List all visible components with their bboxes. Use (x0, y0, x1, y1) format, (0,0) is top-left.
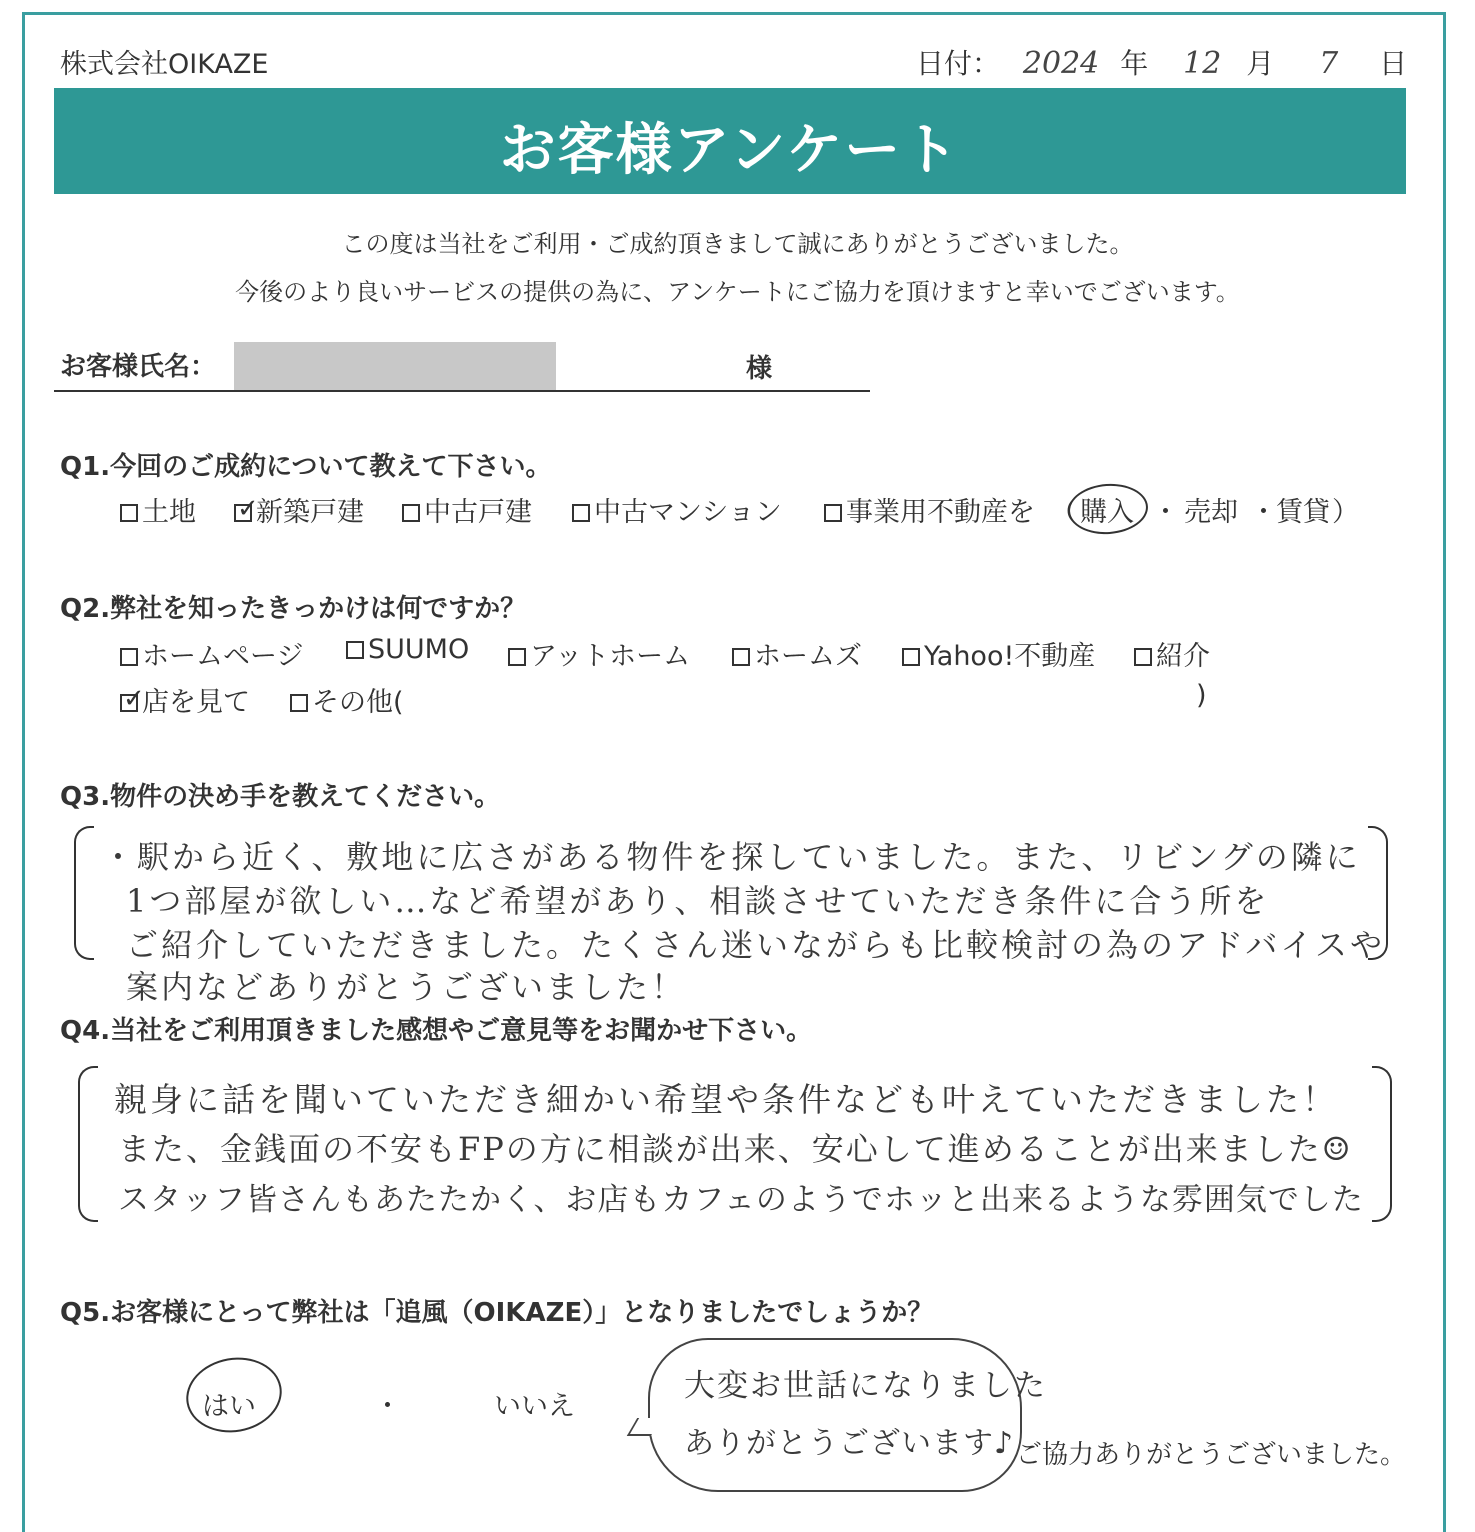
company-name: 株式会社OIKAZE (60, 49, 269, 80)
checkbox[interactable] (732, 648, 750, 666)
q4-bracket-left (78, 1066, 98, 1222)
q4-answer-line-2: また、金銭面の不安もFPの方に相談が出来、安心して進めることが出来ました☺ (118, 1130, 1353, 1168)
q2-question: Q2.弊社を知ったきっかけは何ですか？ (60, 594, 527, 624)
q2-option-other[interactable]: その他( (290, 680, 404, 719)
customer-name-redaction (234, 342, 556, 390)
q1-option-used-house[interactable]: 中古戸建 (402, 490, 532, 529)
q1-option-business[interactable]: 事業用不動産を (824, 490, 1035, 529)
q2-option-suumo[interactable]: SUUMO (346, 634, 469, 665)
q2-option-yahoo[interactable]: Yahoo!不動産 (902, 634, 1095, 673)
customer-name-label: お客様氏名： (60, 352, 217, 382)
checkbox[interactable] (346, 641, 364, 659)
checkbox[interactable] (1134, 648, 1152, 666)
checkbox[interactable] (902, 648, 920, 666)
footer-thanks: ご協力ありがとうございました。 (1016, 1440, 1407, 1470)
customer-name-suffix: 様 (746, 354, 773, 384)
q5-question: Q5.お客様にとって弊社は「追風（OIKAZE）」となりましたでしょうか？ (60, 1298, 934, 1328)
checkbox[interactable] (402, 504, 420, 522)
date-month: 12 (1183, 46, 1222, 81)
q2-option-athome[interactable]: アットホーム (508, 634, 690, 673)
date-label: 日付： (916, 47, 1001, 80)
q2-other-close: ) (1196, 680, 1207, 711)
q5-option-yes[interactable]: はい (202, 1391, 256, 1422)
q1-option-used-mansion[interactable]: 中古マンション (572, 490, 782, 529)
checkbox[interactable] (290, 694, 308, 712)
q1-sub-sep-2: ・ (1250, 497, 1277, 528)
q5-sep: ・ (374, 1391, 401, 1422)
check-icon: ✓ (237, 494, 259, 524)
q3-answer-line-2: 1つ部屋が欲しい…など希望があり、相談させていただき条件に合う所を (126, 882, 1270, 920)
checkbox[interactable] (572, 504, 590, 522)
q1-sub-sep-1: ・ (1152, 497, 1179, 528)
checkbox[interactable] (120, 504, 138, 522)
q4-bracket-right (1372, 1066, 1392, 1222)
q2-option-homepage[interactable]: ホームページ (120, 634, 303, 673)
checkbox-checked[interactable] (120, 684, 145, 714)
page-title: お客様アンケート (499, 118, 961, 183)
date-year-unit: 年 (1120, 47, 1149, 80)
title-banner (54, 88, 1406, 194)
date-year: 2024 (1022, 46, 1100, 81)
q1-sub-close: ） (1332, 497, 1359, 528)
q3-answer-line-4: 案内などありがとうございました！ (126, 968, 687, 1006)
q1-option-land[interactable]: 土地 (120, 490, 196, 529)
q2-option-store[interactable]: ✓ 店を見て (120, 680, 250, 719)
q2-option-homes[interactable]: ホームズ (732, 634, 862, 673)
q5-comment-line-2: ありがとうございます♪ (684, 1426, 1015, 1461)
q1-sub-lease[interactable]: 賃貸 (1276, 497, 1330, 528)
checkbox-checked[interactable] (234, 494, 259, 524)
intro-line-1: この度は当社をご利用・ご成約頂きまして誠にありがとうございました。 (341, 230, 1134, 258)
q1-option-new-house[interactable]: ✓ 新築戸建 (234, 490, 364, 529)
q3-question: Q3.物件の決め手を教えてください。 (60, 782, 501, 812)
q5-option-no[interactable]: いいえ (494, 1391, 575, 1422)
date-row (916, 42, 1407, 82)
checkbox[interactable] (120, 648, 138, 666)
customer-name-underline (54, 390, 870, 392)
checkbox[interactable] (824, 504, 842, 522)
q3-answer-line-1: ・駅から近く、敷地に広さがある物件を探していました。また、リビングの隣に (102, 838, 1361, 876)
q3-answer-line-3: ご紹介していただきました。たくさん迷いながらも比較検討の為のアドバイスや (126, 926, 1386, 964)
check-icon: ✓ (123, 684, 145, 714)
q1-question: Q1.今回のご成約について教えて下さい。 (60, 452, 552, 482)
q5-comment-line-1: 大変お世話になりました (684, 1368, 1047, 1404)
q4-question: Q4.当社をご利用頂きました感想やご意見等をお聞かせ下さい。 (60, 1016, 813, 1046)
intro-line-2: 今後のより良いサービスの提供の為に、アンケートにご協力を頂けますと幸いでございます。 (235, 278, 1240, 306)
q4-answer-line-3: スタッフ皆さんもあたたかく、お店もカフェのようでホッと出来るような雰囲気でした (118, 1182, 1364, 1218)
checkbox[interactable] (508, 648, 526, 666)
q4-answer-line-1: 親身に話を聞いていただき細かい希望や条件なども叶えていただきました！ (114, 1080, 1338, 1119)
q1-sub-open: （ (1050, 497, 1077, 528)
q1-sub-sale[interactable]: 売却 (1184, 497, 1238, 528)
date-day: 7 (1319, 46, 1339, 81)
date-month-unit: 月 (1246, 47, 1275, 80)
q3-bracket-left (74, 826, 94, 960)
q2-option-referral[interactable]: 紹介 (1134, 634, 1210, 673)
q1-sub-purchase[interactable]: 購入 (1080, 497, 1134, 528)
date-day-unit: 日 (1379, 47, 1408, 80)
